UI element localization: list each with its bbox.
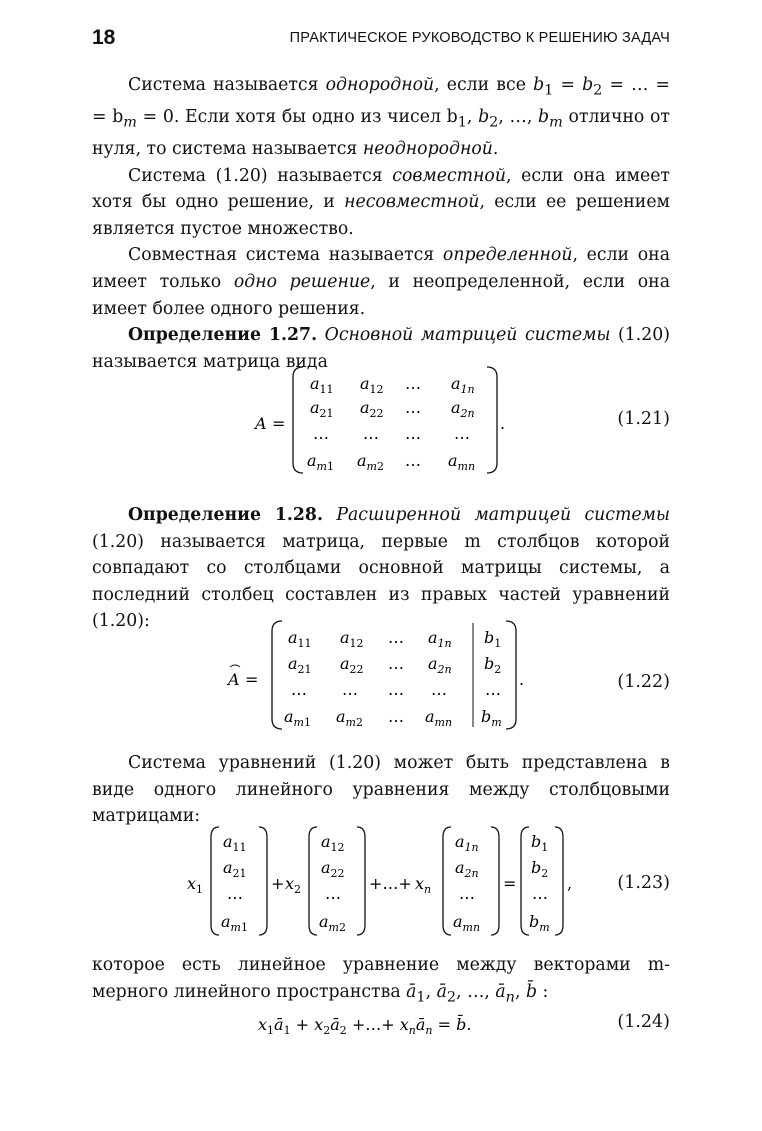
svg-text:a11: $a_{11}$: [288, 628, 312, 650]
svg-text:…: …: [532, 884, 548, 903]
svg-text:A: A: [228, 670, 240, 689]
svg-text:+…+: +…+: [369, 874, 412, 893]
definition-label: Определение 1.27.: [128, 325, 318, 346]
svg-text:b1: $b_1$: [484, 628, 502, 650]
paragraph-homogeneous: Система называется однородной, если все $b_1 = b_2$ = … = = $b_m = 0$. Если хотя бы одно из чисел $b_1$, $b_2$, …, $b_m$ отлично от нуля, то система называется неоднородной. Система (1.20) называется совместной, если она имеет хотя бы одно решение, и несовместной, если ее решением является пустое множество. Совместная система называется определенной, если она имеет только одно решение, и неопределенной, если она имеет более одного решения. Определение 1.27. Основной матрицей системы (1.20) называется матрица вида: [92, 75, 671, 372]
equation-number: (1.24): [617, 1012, 670, 1032]
svg-text:am2: $a_m2$: [357, 451, 384, 473]
vector-equation-1-24: [258, 1010, 518, 1044]
svg-text:…: …: [325, 884, 341, 903]
svg-text:amn: $a_{mn}$: [453, 912, 481, 934]
svg-text:am2: $a_m2$: [336, 707, 363, 729]
svg-text:…: …: [454, 424, 470, 443]
svg-text:+: +: [271, 874, 285, 893]
svg-text:.: .: [519, 670, 525, 689]
svg-text:amn: $a_{mn}$: [425, 707, 453, 729]
equation-number: (1.21): [617, 409, 670, 429]
svg-text:a21: $a_{21}$: [310, 398, 334, 420]
svg-text:b2: $b_2$: [484, 654, 502, 676]
running-title: ПРАКТИЧЕСКОЕ РУКОВОДСТВО К РЕШЕНИЮ ЗАДАЧ: [289, 30, 670, 46]
svg-text:…: …: [291, 680, 307, 699]
svg-text:bm: $b_m$: [481, 707, 502, 729]
svg-text:a2n: $a_{2n}$: [455, 858, 479, 880]
svg-text:bm: $b_m$: [529, 912, 550, 934]
svg-text:…: …: [388, 628, 404, 647]
svg-text:.: .: [500, 414, 506, 433]
svg-text:…: …: [459, 884, 475, 903]
svg-text:,: ,: [567, 874, 573, 893]
svg-text:a1n: $a_{1n}$: [455, 832, 479, 854]
svg-text:…: …: [227, 884, 243, 903]
svg-text:a12: $a_{12}$: [321, 832, 345, 854]
svg-text:a22: $a_{22}$: [340, 654, 364, 676]
svg-text:a11: $a_{11}$: [310, 374, 334, 396]
svg-text:…: …: [388, 707, 404, 726]
svg-text:…: …: [485, 680, 501, 699]
paragraph-definition-1-28: Определение 1.28. Расширенной матрицей системы (1.20) называется матрица, первые m столбцов которой совпадают со столбцами основной матрицы системы, а последний столбец составлен из правых частей уравнений (1.20):: [92, 505, 670, 632]
svg-text:=: =: [503, 874, 517, 893]
svg-text:a11: $a_{11}$: [223, 832, 247, 854]
svg-text:…: …: [363, 424, 379, 443]
svg-text:…: …: [405, 424, 421, 443]
svg-text:am1: $a_m1$: [307, 451, 334, 473]
svg-text:a21: $a_{21}$: [288, 654, 312, 676]
svg-text:…: …: [388, 680, 404, 699]
svg-text:…: …: [342, 680, 358, 699]
page-header: [92, 18, 670, 48]
paragraph-column-form: Система уравнений (1.20) может быть представлена в виде одного линейного уравнения между столбцовыми матрицами:: [92, 753, 670, 827]
svg-text:amn: $a_{mn}$: [448, 451, 476, 473]
svg-text:a1n: $a_{1n}$: [428, 628, 452, 650]
svg-text:b2: $b_2$: [531, 858, 549, 880]
column-equation-1-23: [187, 823, 587, 947]
svg-text:=: =: [245, 670, 259, 689]
svg-text:A: A: [255, 414, 267, 433]
paragraph-vector-form: которое есть линейное уравнение между векторами m-мерного линейного пространства $ā_1$, $ā_2$, …, $ā_n$, b̄ :: [92, 955, 670, 1006]
svg-text:a22: $a_{22}$: [360, 398, 384, 420]
svg-text:a12: $a_{12}$: [360, 374, 384, 396]
svg-text:x2: $x_2$: [285, 874, 302, 896]
svg-text:a2n: $a_{2n}$: [428, 654, 452, 676]
svg-text:x1ā1 + x2ā2 +…+ xnān = b̄.: $x_1ā_1$ + $x_2ā_2$ +…+ $x_nā_n$ = b̄.: [258, 1015, 472, 1037]
svg-text:am2: $a_m2$: [319, 912, 346, 934]
svg-text:…: …: [405, 451, 421, 470]
svg-text:am1: $a_m1$: [221, 912, 248, 934]
matrix-equation-1-21: [255, 363, 515, 482]
svg-text:a21: $a_{21}$: [223, 858, 247, 880]
svg-text:…: …: [388, 654, 404, 673]
augmented-matrix-equation-1-22: [228, 617, 538, 739]
svg-text:…: …: [405, 374, 421, 393]
svg-text:…: …: [405, 398, 421, 417]
svg-text:am1: $a_m1$: [284, 707, 311, 729]
svg-text:xn: $x_n$: [415, 874, 432, 896]
svg-text:a12: $a_{12}$: [340, 628, 364, 650]
equation-number: (1.23): [617, 873, 670, 893]
svg-text:a22: $a_{22}$: [321, 858, 345, 880]
svg-text:b1: $b_1$: [531, 832, 549, 854]
svg-text:x1: $x_1$: [187, 874, 204, 896]
svg-text:…: …: [431, 680, 447, 699]
svg-text:…: …: [313, 424, 329, 443]
equation-number: (1.22): [617, 672, 670, 692]
svg-text:=: =: [272, 414, 286, 433]
svg-text:a2n: $a_{2n}$: [451, 398, 475, 420]
svg-text:a1n: $a_{1n}$: [451, 374, 475, 396]
page-number: 18: [92, 26, 116, 49]
